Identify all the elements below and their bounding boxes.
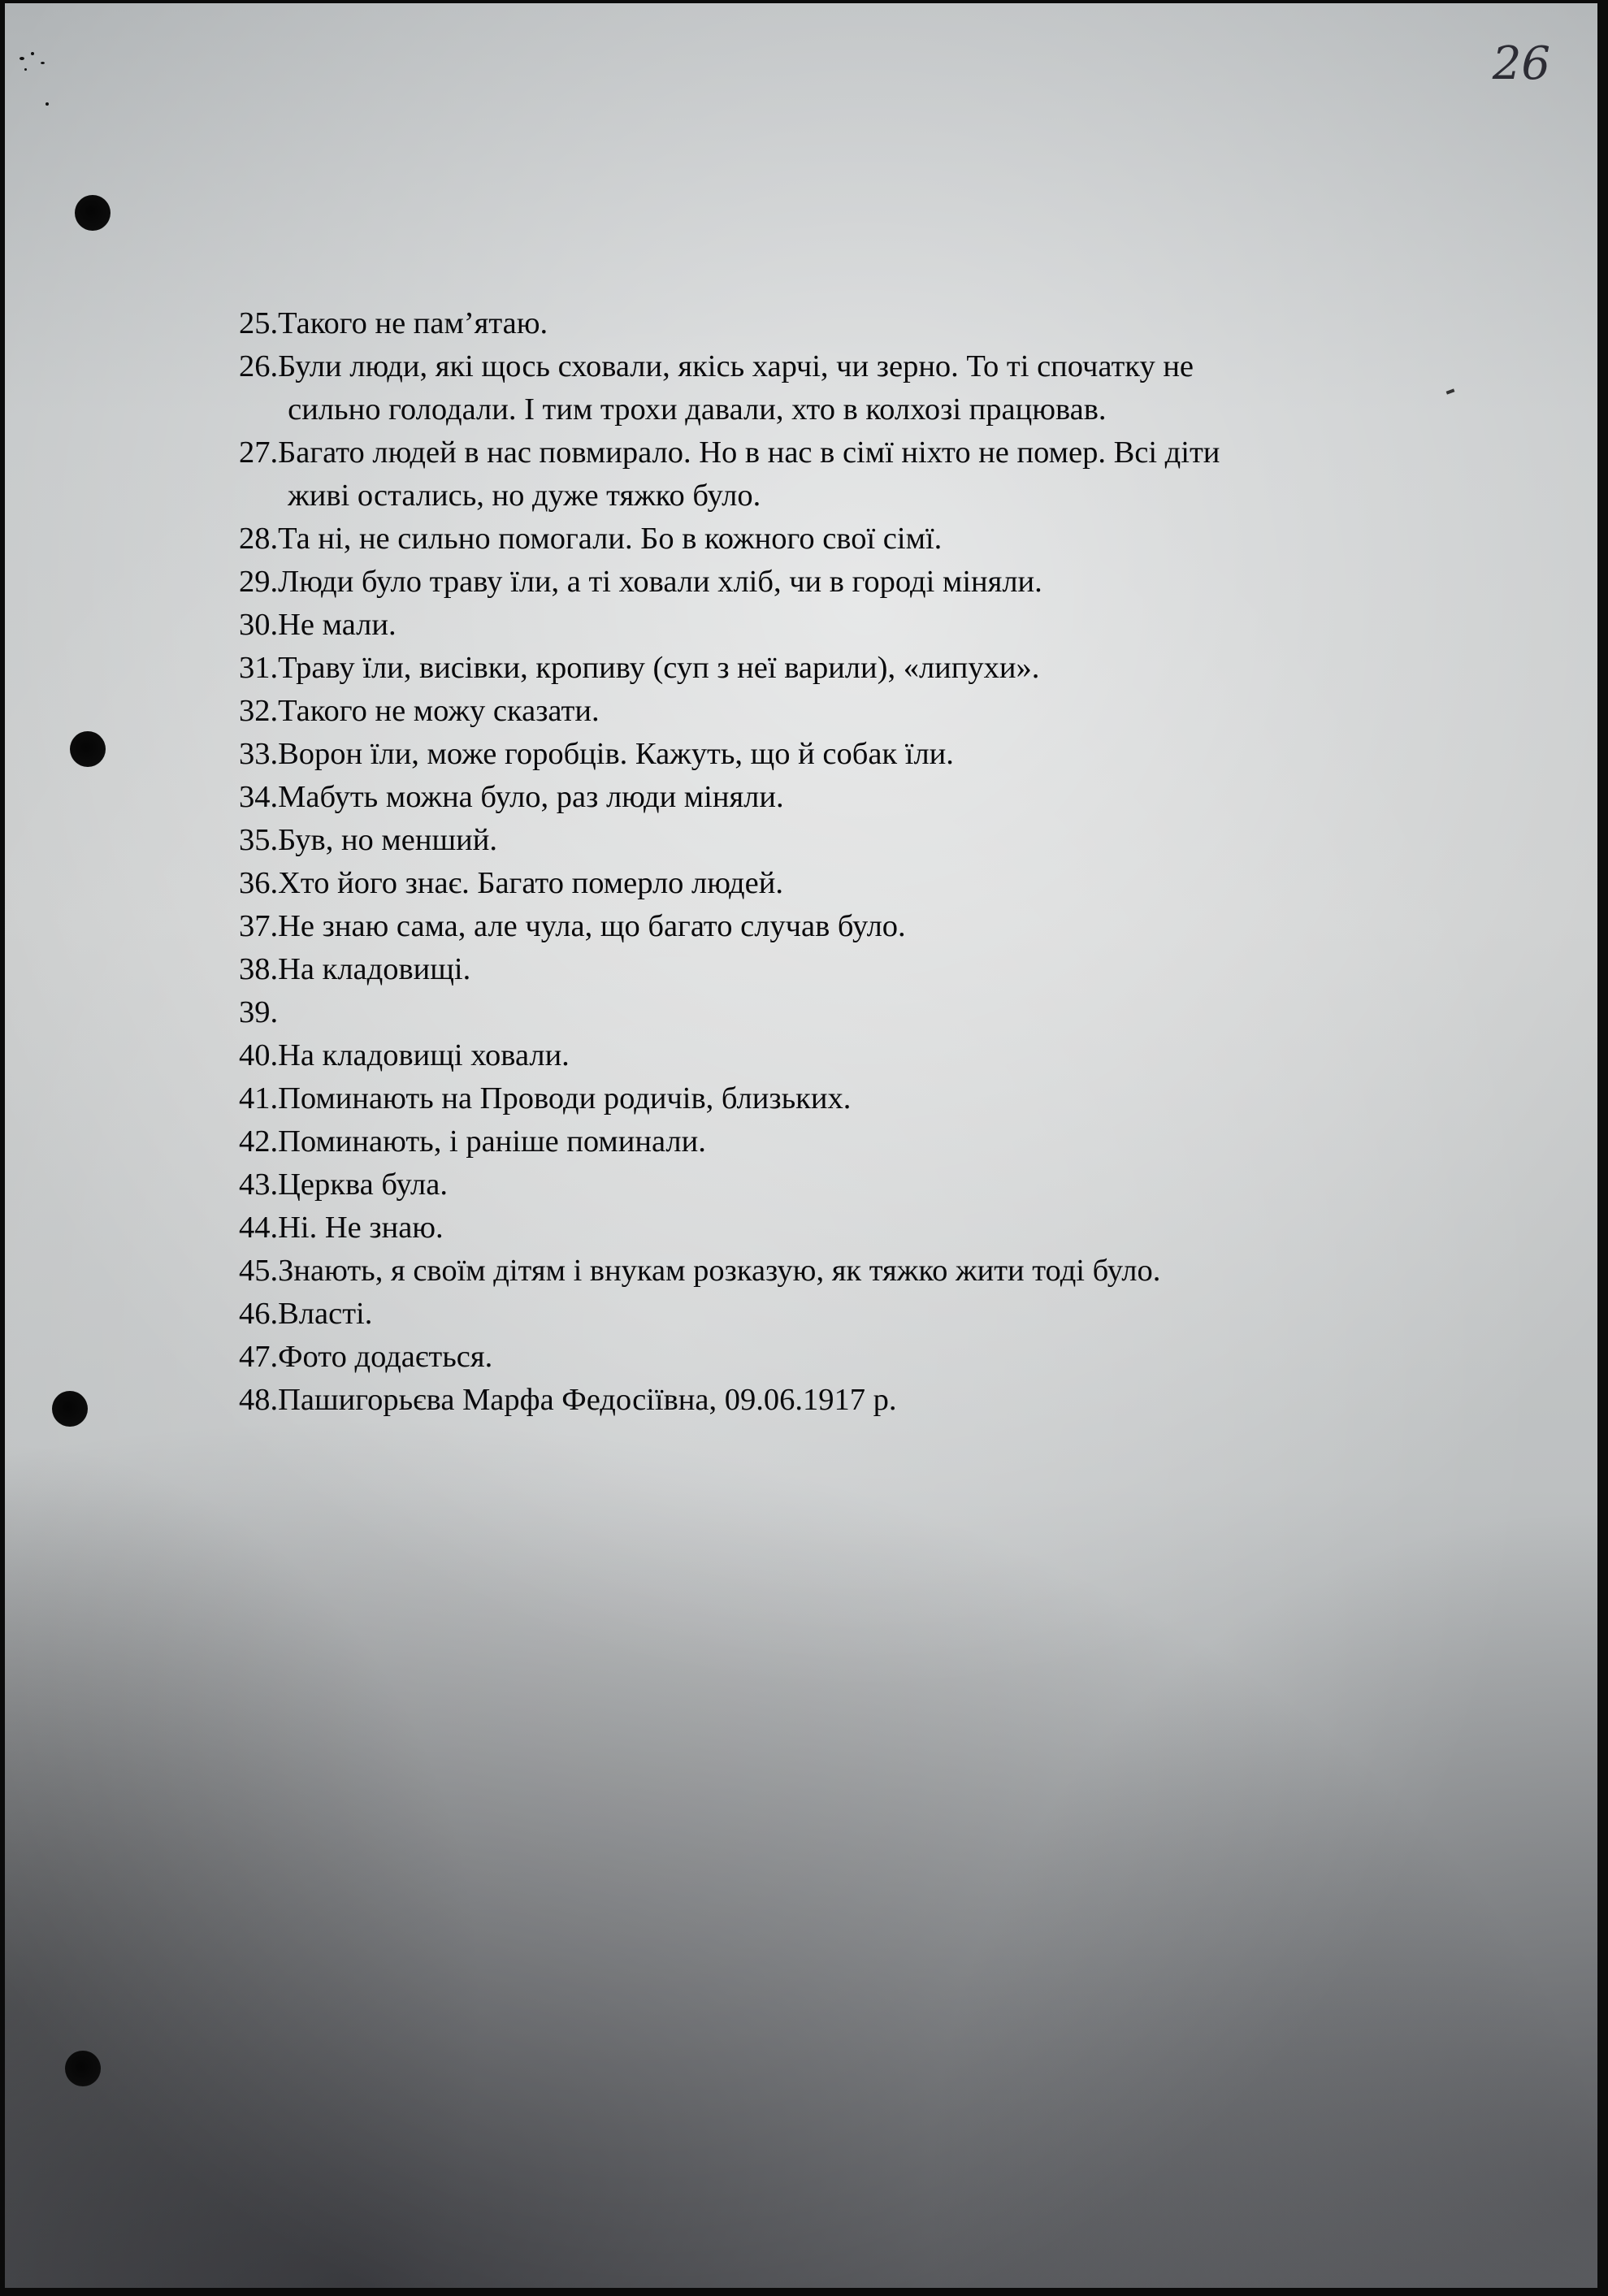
answer-item [239, 776, 1474, 819]
answers-list [239, 302, 1474, 1422]
answer-item [239, 302, 1474, 345]
answer-text [278, 733, 954, 776]
punch-hole [70, 731, 106, 767]
answer-number: 32. [239, 694, 279, 728]
page-number: 26 [1492, 37, 1550, 90]
answer-text-line: Траву їли, висівки, кропиву (суп з неї варили), «липухи». [278, 651, 1040, 685]
answer-item [239, 1163, 1474, 1206]
answer-number: 26. [239, 349, 279, 383]
answer-item [239, 1336, 1474, 1379]
answer-item [239, 1034, 1474, 1077]
answer-text [278, 604, 396, 647]
answer-text-line: Поминають на Проводи родичів, близьких. [278, 1081, 852, 1116]
answer-item [239, 1206, 1474, 1250]
answer-text [278, 647, 1039, 690]
answer-text-continuation: сильно голодали. І тим трохи давали, хто в колхозі працював. [288, 392, 1107, 427]
answer-number: 48. [239, 1383, 279, 1417]
answer-text [278, 345, 1194, 431]
answer-text [278, 561, 1042, 604]
answer-number: 46. [239, 1297, 279, 1331]
answer-number: 29. [239, 565, 279, 599]
answer-text [278, 690, 599, 733]
answer-text-line: На кладовищі. [278, 952, 471, 986]
answer-item [239, 948, 1474, 991]
answer-number: 38. [239, 952, 279, 986]
answer-text [278, 948, 470, 991]
answer-text [278, 1163, 448, 1206]
answer-text-line: Не знаю сама, але чула, що багато случав було. [278, 909, 906, 943]
answer-item [239, 905, 1474, 948]
answer-text-line: Власті. [278, 1297, 373, 1331]
answer-number: 35. [239, 823, 279, 857]
punch-hole [75, 195, 111, 231]
answer-item [239, 1120, 1474, 1163]
answer-text [278, 1077, 851, 1120]
answer-text-line: Був, но менший. [278, 823, 497, 857]
answer-number: 44. [239, 1211, 279, 1245]
answer-item [239, 1293, 1474, 1336]
answer-text-line: Знають, я своїм дітям і внукам розказую, як тяжко жити тоді було. [278, 1254, 1161, 1288]
answer-number: 42. [239, 1124, 279, 1159]
answer-text [278, 862, 783, 905]
answer-item [239, 345, 1474, 431]
answer-item [239, 862, 1474, 905]
document-page [5, 3, 1597, 2288]
punch-hole [52, 1391, 88, 1427]
answer-text [278, 1250, 1160, 1293]
answer-text-line: Ні. Не знаю. [278, 1211, 444, 1245]
answer-number: 47. [239, 1340, 279, 1374]
answer-number: 27. [239, 435, 279, 470]
answer-text [278, 1379, 896, 1422]
answer-item [239, 518, 1474, 561]
answer-text-line: Не мали. [278, 608, 397, 642]
answer-text-continuation: живі остались, но дуже тяжко було. [288, 479, 761, 513]
answer-text-line: Багато людей в нас повмирало. Но в нас в сімї ніхто не помер. Всі діти [278, 435, 1220, 470]
punch-hole [65, 2051, 101, 2086]
answer-item [239, 733, 1474, 776]
answer-item [239, 647, 1474, 690]
answer-text [278, 1034, 570, 1077]
answer-text-line: Церква була. [278, 1167, 448, 1202]
answer-item [239, 604, 1474, 647]
answer-text-line: Ворон їли, може горобців. Кажуть, що й собак їли. [278, 737, 954, 771]
answer-number: 34. [239, 780, 279, 814]
answer-text [278, 905, 906, 948]
answer-number: 25. [239, 306, 279, 340]
answer-text-line: Люди було траву їли, а ті ховали хліб, чи в городі міняли. [278, 565, 1042, 599]
answer-number: 36. [239, 866, 279, 900]
answer-item [239, 1077, 1474, 1120]
answer-text-line: Хто його знає. Багато померло людей. [278, 866, 783, 900]
answer-number: 28. [239, 522, 279, 556]
answer-text [278, 302, 548, 345]
answer-item [239, 561, 1474, 604]
answer-number: 41. [239, 1081, 279, 1116]
answer-text-line: На кладовищі ховали. [278, 1038, 570, 1072]
answer-item [239, 690, 1474, 733]
answer-text-line: Були люди, які щось сховали, якісь харчі, чи зерно. То ті спочатку не [278, 349, 1194, 383]
answer-text-line: Поминають, і раніше поминали. [278, 1124, 706, 1159]
answer-item [239, 431, 1474, 518]
answer-text-line: Мабуть можна було, раз люди міняли. [278, 780, 784, 814]
answer-item [239, 1250, 1474, 1293]
answer-item [239, 991, 1474, 1034]
answer-text [278, 819, 497, 862]
answer-text-line: Фото додається. [278, 1340, 493, 1374]
answer-text-line: Такого не можу сказати. [278, 694, 600, 728]
answer-text-line: Пашигорьєва Марфа Федосіївна, 09.06.1917 р. [278, 1383, 897, 1417]
answer-number: 37. [239, 909, 279, 943]
answer-text [278, 1120, 706, 1163]
answer-text-line: Та ні, не сильно помогали. Бо в кожного свої сімї. [278, 522, 943, 556]
answer-text [278, 776, 784, 819]
answer-text [278, 431, 1220, 518]
answer-text [278, 1336, 492, 1379]
answer-item [239, 819, 1474, 862]
answer-text [278, 1206, 444, 1250]
answer-number: 30. [239, 608, 279, 642]
answer-number: 33. [239, 737, 279, 771]
answer-number: 31. [239, 651, 279, 685]
answer-text [278, 1293, 372, 1336]
answer-number: 45. [239, 1254, 279, 1288]
answer-number: 43. [239, 1167, 279, 1202]
answer-number: 39. [239, 995, 279, 1029]
answer-number: 40. [239, 1038, 279, 1072]
answer-text-line: Такого не пам’ятаю. [278, 306, 548, 340]
answer-item [239, 1379, 1474, 1422]
answer-text [278, 518, 942, 561]
